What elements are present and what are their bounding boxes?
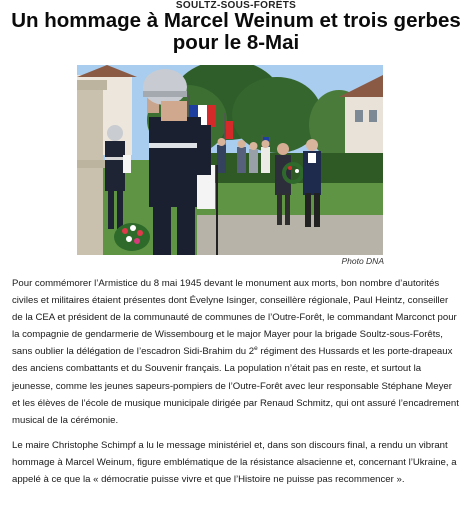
paragraph-2: Le maire Christophe Schimpf a lu le message ministériel et, dans son discours final, a rendu un vibrant hommage à Marcel Weinum, figure emblématique de la résistance alsacienne et, concernant l’Ukraine, a appelé à ce que la « démocratie puisse vivre et que l’Histoire ne puisse pas recommencer ».	[12, 439, 457, 486]
paragraph-1-superscript: e	[254, 345, 258, 353]
headline-line-1: Un hommage à Marcel Weinum et trois gerbes	[11, 9, 461, 32]
paragraph-1	[12, 275, 460, 429]
headline-line-2: pour le 8-Mai	[172, 31, 300, 54]
article-headline	[10, 10, 462, 54]
photo-credit: Photo DNA	[341, 256, 384, 266]
article-kicker: SOULTZ-SOUS-FORÊTS	[175, 0, 297, 11]
paragraph-1-part-a: Pour commémorer l’Armistice du 8 mai 1945 devant le monument aux morts, bon nombre d’autorités civiles et militaires étaient présentes dont Évelyne Isinger, conseillère régionale, Paul Heintz, conseiller de la CEA et président de la communauté de communes de l’Outre-Forêt, le commandant Marconct pour la compagnie de gendarmerie de Wissembourg et le major Mayer pour la brigade Soultz-sous-Forêts, sans oublier la délégation de l’escadron Sidi-Brahim du 2	[12, 278, 457, 358]
article-body	[12, 275, 460, 496]
article-photo	[77, 65, 383, 255]
paragraph-1-part-b: régiment des Hussards et les porte-drapeaux des anciens combattants et du Souvenir français. La population n’était pas en reste, et surtout la jeunesse, comme les jeunes sapeurs-pompiers de l’Outre-Forêt avec leur responsable Stéphane Meyer et les élèves de l’école de musique municipale dirigée par Renaud Schmitz, qui ont assuré l’encadrement musical de la cérémonie.	[12, 346, 459, 426]
